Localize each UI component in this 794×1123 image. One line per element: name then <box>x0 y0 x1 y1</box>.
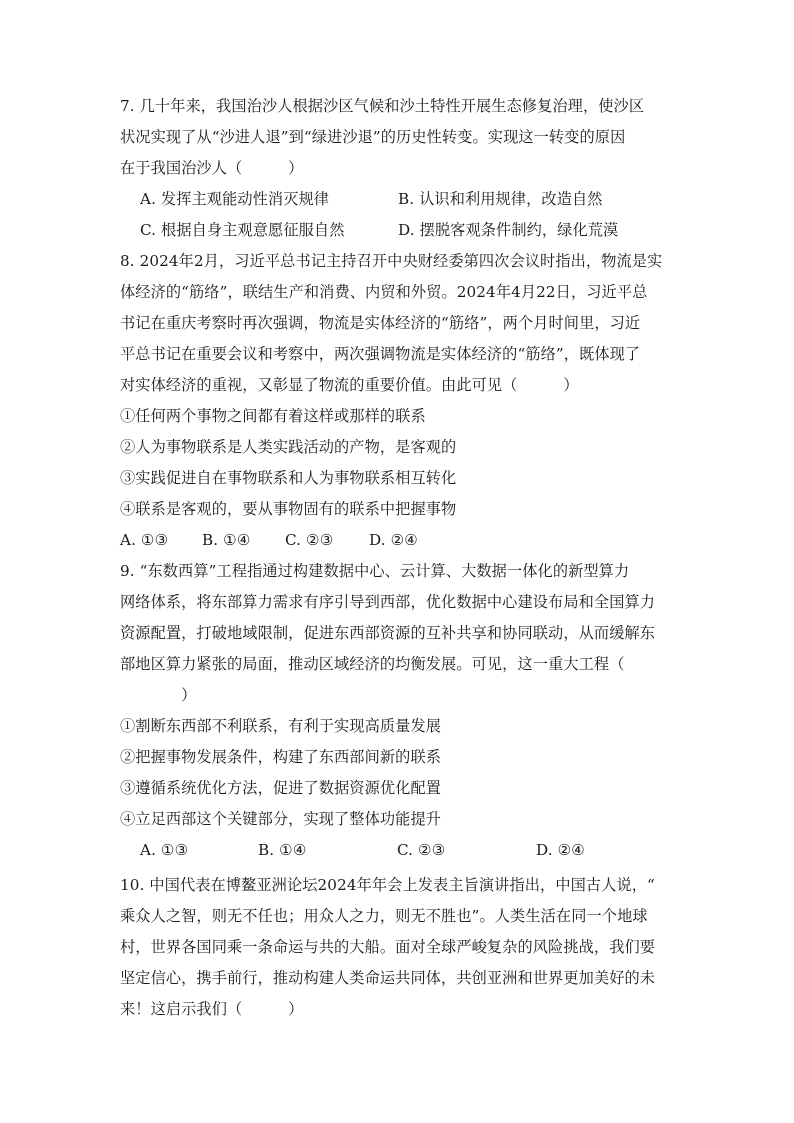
q7-option-d: D. 摆脱客观条件制约，绿化荒漠 <box>398 221 619 239</box>
q10-stem-line-2: 乘众人之智，则无不任也；用众人之力，则无不胜也”。人类生活在同一个地球 <box>120 907 648 925</box>
q9-statement-2: ②把握事物发展条件，构建了东西部间新的联系 <box>120 748 442 766</box>
q9-statement-1: ①割断东西部不利联系，有利于实现高质量发展 <box>120 717 442 735</box>
q9-stem-line-2: 网络体系，将东部算力需求有序引导到西部，优化数据中心建设布局和全国算力 <box>120 593 656 611</box>
q9-stem-line-4: 部地区算力紧张的局面，推动区域经济的均衡发展。可见，这一重大工程（ <box>120 655 625 673</box>
q8-option-c: C. ②③ <box>285 531 334 549</box>
q8-stem-line-2: 体经济的“筋络”，联结生产和消费、内贸和外贸。2024年4月22日，习近平总 <box>120 283 648 301</box>
q7-options-row-2 <box>120 215 680 245</box>
q8-statement-2: ②人为事物联系是人类实践活动的产物，是客观的 <box>120 438 457 456</box>
q9-option-a: A. ①③ <box>140 841 189 859</box>
q10-stem-line-1: 10. 中国代表在博鳌亚洲论坛2024年年会上发表主旨演讲指出，中国古人说，“ <box>120 876 655 894</box>
q7-stem-line-3: 在于我国治沙人（ ） <box>120 159 304 177</box>
q8-stem-line-5: 对实体经济的重视，又彰显了物流的重要价值。由此可见（ ） <box>120 376 579 394</box>
q8-statement-4: ④联系是客观的，要从事物固有的联系中把握事物 <box>120 500 457 518</box>
q9-stem-line-5: ） <box>120 686 197 704</box>
q9-options-row <box>120 835 680 865</box>
q7-stem-line-2: 状况实现了从“沙进人退”到“绿进沙退”的历史性转变。实现这一转变的原因 <box>120 128 626 146</box>
q9-option-b: B. ①④ <box>258 841 307 859</box>
q9-stem-line-3: 资源配置，打破地域限制，促进东西部资源的互补共享和协同联动，从而缓解东 <box>120 624 656 642</box>
q8-stem-line-4: 平总书记在重要会议和考察中，两次强调物流是实体经济的“筋络”，既体现了 <box>120 345 641 363</box>
q9-option-c: C. ②③ <box>397 841 446 859</box>
q8-option-a: A. ①③ <box>120 531 169 549</box>
q8-options-row <box>120 525 680 555</box>
q7-options-row-1 <box>120 184 680 214</box>
q8-statement-3: ③实践促进自在事物联系和人为事物联系相互转化 <box>120 469 457 487</box>
q7-option-b: B. 认识和利用规律，改造自然 <box>398 190 603 208</box>
q8-option-d: D. ②④ <box>369 531 419 549</box>
q8-statement-1: ①任何两个事物之间都有着这样或那样的联系 <box>120 407 426 425</box>
q7-option-a: A. 发挥主观能动性消灭规律 <box>140 190 330 208</box>
q7-stem-line-1: 7. 几十年来，我国治沙人根据沙区气候和沙土特性开展生态修复治理，使沙区 <box>120 97 645 115</box>
q8-stem-line-3: 书记在重庆考察时再次强调，物流是实体经济的“筋络”，两个月时间里，习近 <box>120 314 641 332</box>
q8-option-b: B. ①④ <box>202 531 251 549</box>
q10-stem-line-3: 村，世界各国同乘一条命运与共的大船。面对全球严峻复杂的风险挑战，我们要 <box>120 938 656 956</box>
q8-stem-line-1: 8. 2024年2月，习近平总书记主持召开中央财经委第四次会议时指出，物流是实 <box>120 252 663 270</box>
q9-option-d: D. ②④ <box>536 841 586 859</box>
q9-stem-line-1: 9. “东数西算”工程指通过构建数据中心、云计算、大数据一体化的新型算力 <box>120 562 630 580</box>
q7-option-c: C. 根据自身主观意愿征服自然 <box>140 221 345 239</box>
q10-stem-line-4: 坚定信心，携手前行，推动构建人类命运共同体，共创亚洲和世界更加美好的未 <box>120 969 656 987</box>
q9-statement-3: ③遵循系统优化方法，促进了数据资源优化配置 <box>120 779 442 797</box>
q10-stem-line-5: 来！这启示我们（ ） <box>120 1000 304 1018</box>
q9-statement-4: ④立足西部这个关键部分，实现了整体功能提升 <box>120 810 442 828</box>
